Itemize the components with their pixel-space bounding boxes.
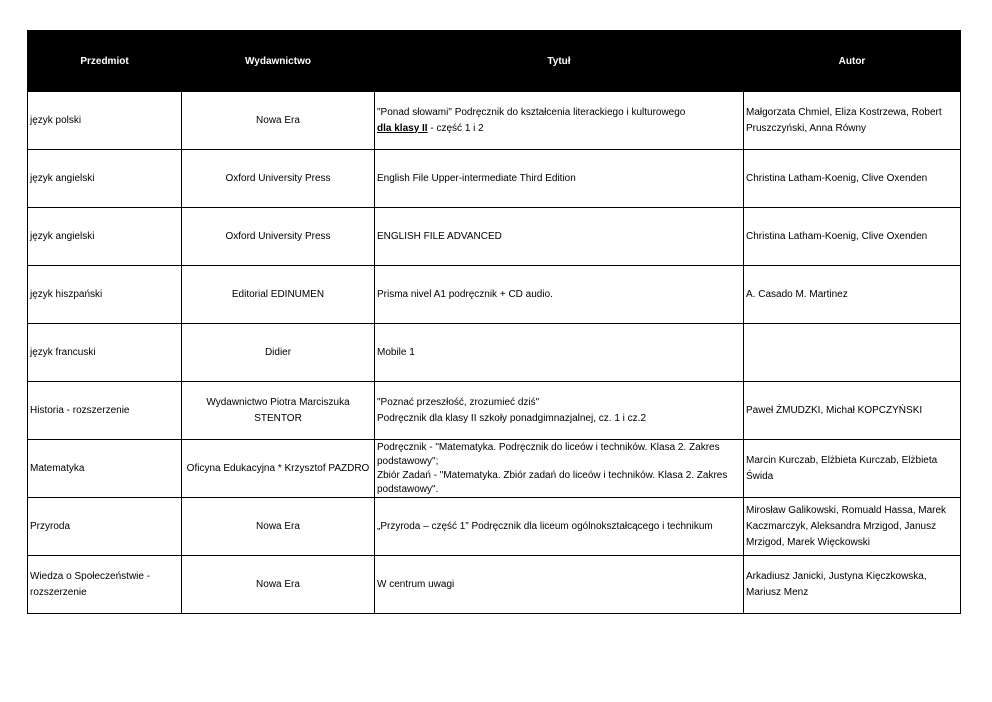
cell-title [375,92,744,150]
cell-author [744,324,961,382]
cell-subject: Wiedza o Społeczeństwie - rozszerzenie [28,556,182,614]
table-row [28,150,961,208]
cell-author: Mirosław Galikowski, Romuald Hassa, Marek Kaczmarczyk, Aleksandra Mrzigod, Janusz Mrzigod, Marek Więckowski [744,498,961,556]
table-header-row [28,31,961,92]
cell-title: English File Upper-intermediate Third Edition [375,150,744,208]
cell-publisher: Oxford University Press [182,208,375,266]
cell-subject: Matematyka [28,440,182,498]
cell-subject: język francuski [28,324,182,382]
title-line: Zbiór Zadań - "Matematyka. Zbiór zadań do liceów i techników. Klasa 2. Zakres podstawowy". [377,469,728,495]
cell-author: Christina Latham-Koenig, Clive Oxenden [744,150,961,208]
cell-publisher: Oficyna Edukacyjna * Krzysztof PAZDRO [182,440,375,498]
cell-title [375,382,744,440]
table-row [28,208,961,266]
cell-title: ENGLISH FILE ADVANCED [375,208,744,266]
header-publisher: Wydawnictwo [182,31,375,92]
cell-publisher: Nowa Era [182,556,375,614]
title-line: Podręcznik - "Matematyka. Podręcznik do liceów i techników. Klasa 2. Zakres podstawowy"; [377,441,720,467]
table-row [28,382,961,440]
cell-publisher: Editorial EDINUMEN [182,266,375,324]
table-row [28,324,961,382]
cell-subject: Historia - rozszerzenie [28,382,182,440]
table-row [28,498,961,556]
cell-title: W centrum uwagi [375,556,744,614]
title-line: "Ponad słowami" Podręcznik do kształcenia literackiego i kulturowego [377,106,686,118]
title-rest: - część 1 i 2 [427,122,484,134]
title-emphasis: dla klasy II [377,122,428,134]
cell-author: Paweł ŻMUDZKI, Michał KOPCZYŃSKI [744,382,961,440]
cell-subject: Przyroda [28,498,182,556]
textbook-table [27,30,961,614]
table-row [28,440,961,498]
table-row [28,92,961,150]
title-line: Podręcznik dla klasy II szkoły ponadgimnazjalnej, cz. 1 i cz.2 [377,412,647,424]
cell-title [375,440,744,498]
cell-author: Christina Latham-Koenig, Clive Oxenden [744,208,961,266]
cell-author: Arkadiusz Janicki, Justyna Kięczkowska, Mariusz Menz [744,556,961,614]
cell-title: Prisma nivel A1 podręcznik + CD audio. [375,266,744,324]
cell-title: Mobile 1 [375,324,744,382]
cell-author: Małgorzata Chmiel, Eliza Kostrzewa, Robert Pruszczyński, Anna Równy [744,92,961,150]
cell-publisher: Nowa Era [182,498,375,556]
cell-publisher: Wydawnictwo Piotra Marciszuka STENTOR [182,382,375,440]
cell-publisher: Oxford University Press [182,150,375,208]
table-row [28,556,961,614]
cell-publisher: Nowa Era [182,92,375,150]
cell-title: „Przyroda – część 1” Podręcznik dla liceum ogólnokształcącego i technikum [375,498,744,556]
cell-subject: język angielski [28,150,182,208]
title-line: "Poznać przeszłość, zrozumieć dziś" [377,396,540,408]
cell-subject: język angielski [28,208,182,266]
cell-subject: język polski [28,92,182,150]
cell-author: Marcin Kurczab, Elżbieta Kurczab, Elżbieta Świda [744,440,961,498]
cell-subject: język hiszpański [28,266,182,324]
header-title: Tytuł [375,31,744,92]
table-row [28,266,961,324]
cell-author: A. Casado M. Martinez [744,266,961,324]
cell-publisher: Didier [182,324,375,382]
header-subject: Przedmiot [28,31,182,92]
header-author: Autor [744,31,961,92]
